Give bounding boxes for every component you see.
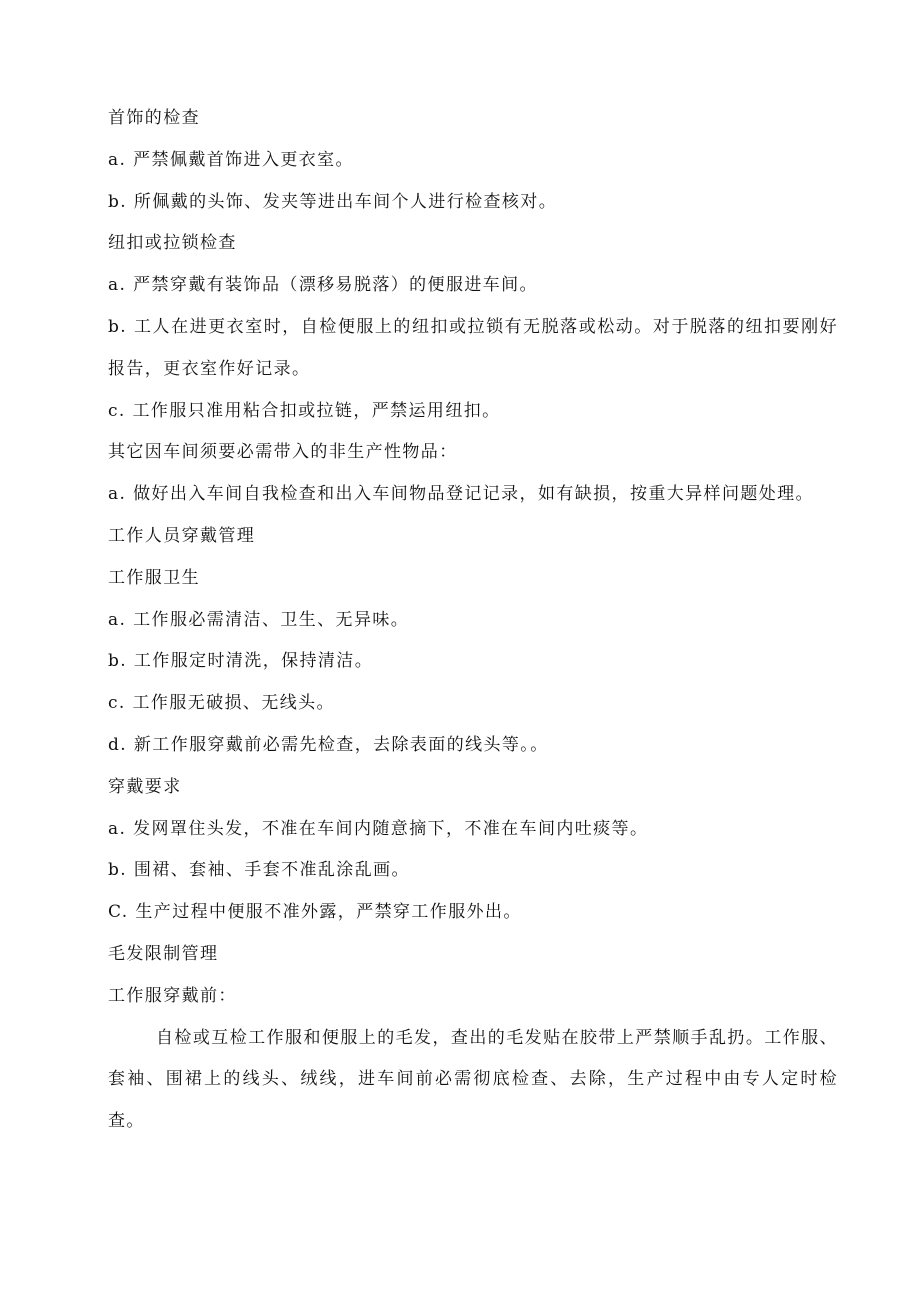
dress-item-c: C. 生产过程中便服不准外露，严禁穿工作服外出。 [108,902,522,923]
heading-button-zipper-check: 纽扣或拉锁检查 [108,233,237,254]
other-item-a: a. 做好出入车间自我检查和出入车间物品登记记录，如有缺损，按重大异样问题处理。 [108,484,814,505]
heading-before-wearing: 工作服穿戴前： [108,985,237,1006]
heading-jewelry-check: 首饰的检查 [108,108,200,128]
hygiene-item-a: a. 工作服必需清洁、卫生、无异味。 [108,609,410,630]
button-item-c: c. 工作服只准用粘合扣或拉链，严禁运用纽扣。 [108,400,501,421]
jewelry-item-a: a. 严禁佩戴首饰进入更衣室。 [108,149,354,170]
heading-other-items: 其它因车间须要必需带入的非生产性物品： [108,442,458,463]
heading-hair-control: 毛发限制管理 [108,943,219,964]
button-item-b: b. 工人在进更衣室时，自检便服上的纽扣或拉锁有无脱落或松动。对于脱落的纽扣要刚好报告，更衣室作好记录。 [108,316,838,379]
hair-check-paragraph: 自检或互检工作服和便服上的毛发，查出的毛发贴在胶带上严禁顺手乱扔。工作服、套袖、围裙上的线头、绒线，进车间前必需彻底检查、去除，生产过程中由专人定时检查。 [108,1027,838,1132]
hygiene-item-c: c. 工作服无破损、无线头。 [108,693,335,714]
button-item-a: a. 严禁穿戴有装饰品（漂移易脱落）的便服进车间。 [108,275,538,296]
heading-workwear-hygiene: 工作服卫生 [108,567,200,588]
heading-staff-dress-management: 工作人员穿戴管理 [108,525,256,546]
heading-dress-requirements: 穿戴要求 [108,776,182,797]
hygiene-item-d: d. 新工作服穿戴前必需先检查，去除表面的线头等。。 [108,734,549,755]
hygiene-item-b: b. 工作服定时清洗，保持清洁。 [108,651,374,672]
document-body [108,98,838,1143]
jewelry-item-b: b. 所佩戴的头饰、发夹等进出车间个人进行检查核对。 [108,191,558,212]
dress-item-b: b. 围裙、套袖、手套不准乱涂乱画。 [108,860,410,881]
dress-item-a: a. 发网罩住头发，不准在车间内随意摘下，不准在车间内吐痰等。 [108,818,649,839]
